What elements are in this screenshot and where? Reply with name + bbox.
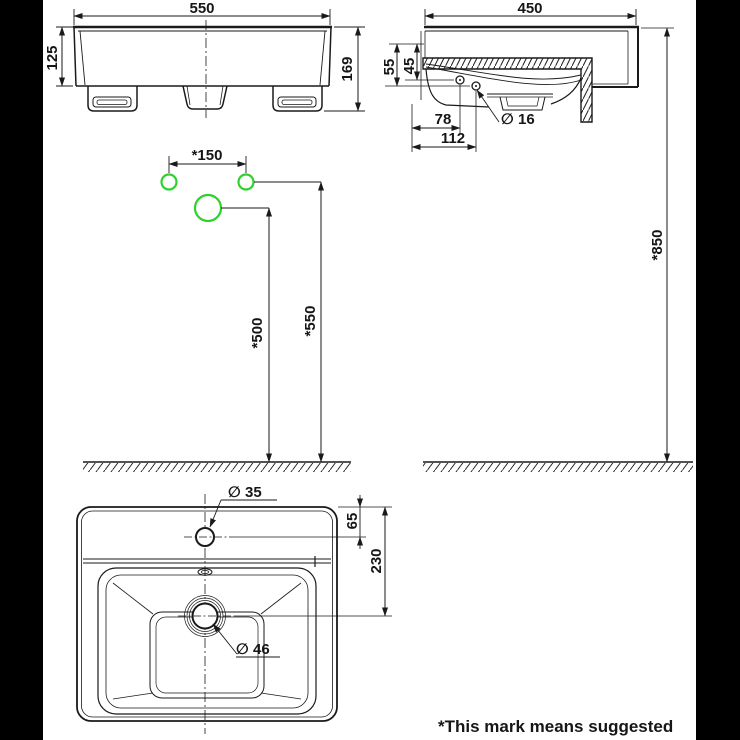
- dim-label-112: 112: [440, 130, 466, 147]
- dim-label-450: 450: [517, 0, 543, 17]
- dim-label-45: 45: [401, 57, 418, 75]
- dim-label-125: 125: [44, 45, 61, 71]
- footnote-text: *This mark means suggested: [438, 717, 674, 736]
- dim-label-dia46: ∅ 46: [236, 641, 270, 658]
- floor-line-right: [423, 462, 693, 472]
- right-edge-bar: [696, 0, 740, 740]
- left-edge-bar: [0, 0, 43, 740]
- dim-label-55: 55: [381, 58, 398, 76]
- dim-label-169: 169: [339, 56, 356, 82]
- floor-line-left: [83, 462, 351, 472]
- dim-label-550h: *550: [302, 305, 319, 337]
- dim-label-500: *500: [249, 317, 266, 349]
- dim-label-dia35: ∅ 35: [228, 484, 262, 501]
- dim-label-dia16: ∅ 16: [501, 111, 535, 128]
- dim-label-230: 230: [368, 548, 385, 574]
- dim-label-550: 550: [189, 0, 215, 17]
- dim-label-78: 78: [434, 111, 452, 128]
- floor-hatch-right: [423, 463, 693, 472]
- floor-hatch-left: [83, 463, 351, 472]
- dim-label-65: 65: [344, 512, 361, 530]
- dim-label-850: *850: [649, 229, 666, 261]
- dim-label-150: *150: [191, 147, 223, 164]
